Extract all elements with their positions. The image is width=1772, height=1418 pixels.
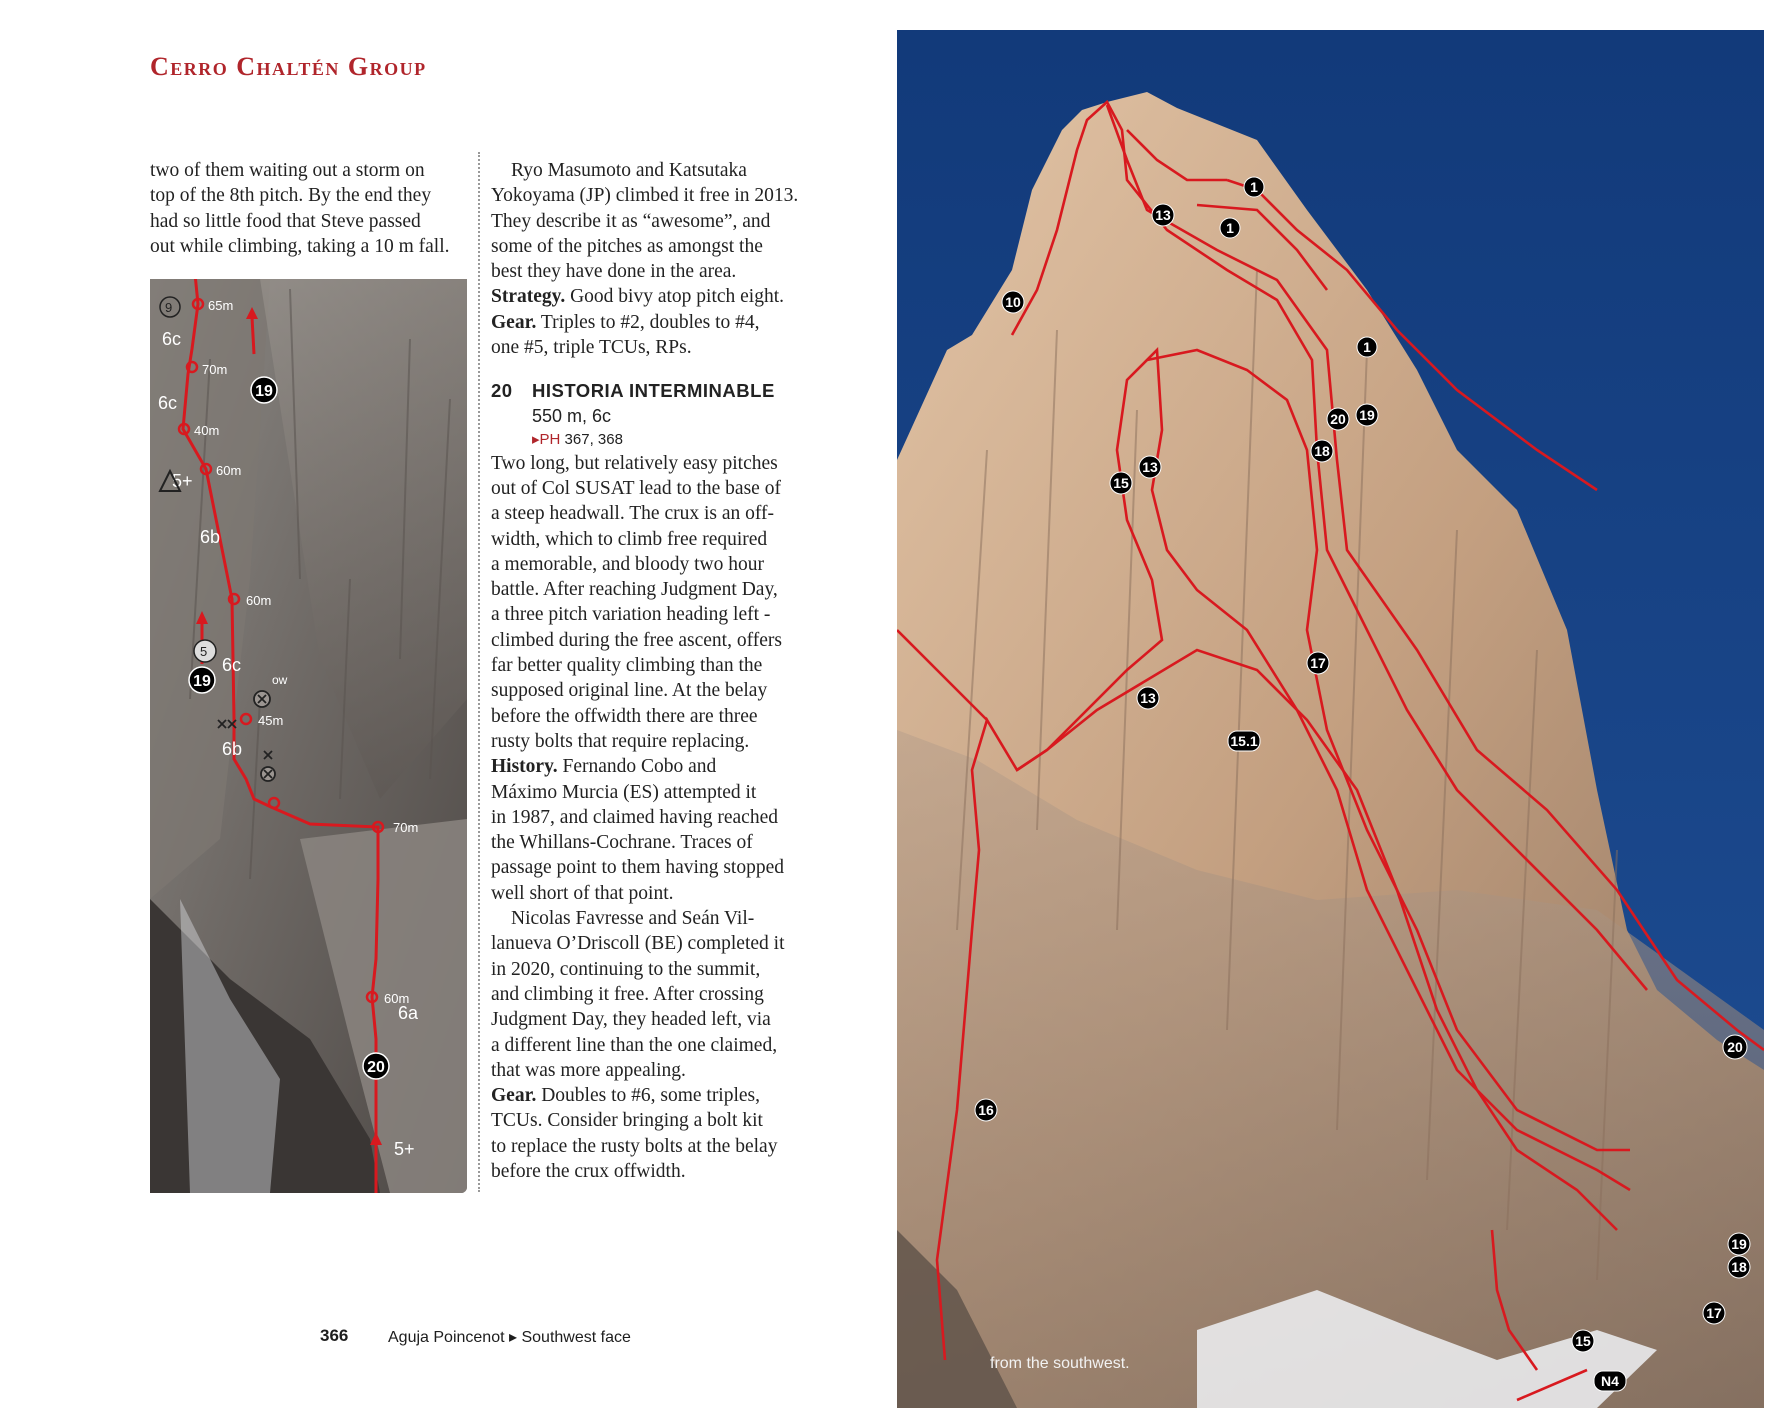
desc-line: a steep headwall. The crux is an off-: [491, 503, 775, 525]
pitch-length: 60m: [384, 991, 410, 1006]
column-divider: [478, 152, 480, 1192]
desc-line: width, which to climb free required: [491, 528, 768, 550]
grade-label: 6b: [200, 527, 221, 547]
photo-reference: [532, 429, 813, 451]
free-line: lanueva O’Driscoll (BE) completed it: [491, 933, 785, 955]
page-number: 366: [320, 1326, 349, 1345]
circled-number: 9: [165, 300, 173, 315]
free-line: and climbing it free. After crossing: [491, 983, 764, 1005]
gear-line: [491, 310, 813, 335]
route-label: 15.1: [1230, 733, 1258, 749]
route-label: 1: [1363, 339, 1371, 355]
gear-text: Doubles to #6, some triples,: [536, 1085, 761, 1107]
gear-line: one #5, triple TCUs, RPs.: [491, 337, 692, 359]
column1-text: [150, 158, 470, 259]
desc-line: a memorable, and bloody two hour: [491, 553, 764, 575]
pitch-length: 70m: [393, 820, 419, 835]
route-label: 18: [1731, 1259, 1747, 1275]
desc-line: battle. After reaching Judgment Day,: [491, 579, 778, 601]
ph-triangle-icon: ▸: [532, 430, 540, 448]
gear-label: Gear.: [491, 311, 537, 333]
gear-line: TCUs. Consider bringing a bolt kit: [491, 1110, 763, 1132]
topo-left-svg: [150, 279, 467, 1193]
route-label: 17: [1706, 1305, 1722, 1321]
pitch-length: 65m: [208, 298, 234, 313]
circled-number: 5: [200, 644, 208, 659]
column2-text: [491, 158, 813, 1184]
text-line: two of them waiting out a storm on: [150, 160, 425, 181]
route-badge: 20: [367, 1059, 385, 1076]
desc-line: before the offwidth there are three: [491, 705, 758, 727]
offwidth-label: ow: [272, 673, 288, 687]
desc-line: rusty bolts that require replacing.: [491, 730, 750, 752]
pitch-length: 40m: [194, 423, 220, 438]
grade-label: 6c: [162, 329, 182, 349]
history-line: Máximo Murcia (ES) attempted it: [491, 781, 757, 803]
intro-line: Yokoyama (JP) climbed it free in 2013.: [491, 185, 799, 207]
route-label: 1: [1226, 220, 1234, 236]
route-label: 15: [1113, 475, 1129, 491]
free-line: Judgment Day, they headed left, via: [491, 1009, 771, 1031]
section-header: Cerro Chaltén Group: [150, 52, 427, 81]
intro-line: some of the pitches as amongst the: [491, 235, 763, 257]
gear-line: before the crux offwidth.: [491, 1160, 686, 1182]
intro-line: Ryo Masumoto and Katsutaka: [511, 160, 747, 181]
route-label: 20: [1330, 411, 1346, 427]
history-line: the Whillans-Cochrane. Traces of: [491, 832, 753, 854]
desc-line: far better quality climbing than the: [491, 655, 763, 677]
route-heading: [491, 378, 813, 403]
grade-label: 6c: [222, 655, 242, 675]
text-line: out while climbing, taking a 10 m fall.: [150, 235, 450, 257]
breadcrumb-location: Aguja Poincenot: [388, 1329, 505, 1346]
desc-line: out of Col SUSAT lead to the base of: [491, 477, 781, 499]
route-label: N4: [1601, 1373, 1619, 1389]
route-label: 13: [1155, 207, 1171, 223]
route-name: HISTORIA INTERMINABLE: [532, 380, 775, 402]
route-label: 19: [1359, 407, 1375, 423]
route-label: 19: [1731, 1236, 1747, 1252]
free-line: a different line than the one claimed,: [491, 1034, 778, 1056]
route-label: 10: [1005, 294, 1021, 310]
route-label: 18: [1314, 443, 1330, 459]
text-line: had so little food that Steve passed: [150, 210, 421, 232]
grade-label: 5+: [172, 471, 193, 491]
pitch-length: 60m: [246, 593, 272, 608]
topo-photo-right: [897, 30, 1764, 1408]
gear-line: [491, 1083, 813, 1108]
history-line: well short of that point.: [491, 882, 674, 904]
desc-line: supposed original line. At the belay: [491, 680, 768, 702]
free-line: that was more appealing.: [491, 1059, 686, 1081]
route-length-grade: 550 m, 6c: [532, 405, 612, 426]
intro-line: They describe it as “awesome”, and: [491, 210, 771, 232]
strategy-text: Good bivy atop pitch eight.: [565, 286, 785, 308]
route-label: 1: [1250, 179, 1258, 195]
desc-line: a three pitch variation heading left -: [491, 604, 771, 626]
route-badge: 19: [255, 383, 273, 400]
photo-caption: from the southwest.: [990, 1355, 1130, 1372]
route-label: 20: [1727, 1039, 1743, 1055]
grade-label: 6b: [222, 739, 243, 759]
free-line: in 2020, continuing to the summit,: [491, 958, 761, 980]
history-line: in 1987, and claimed having reached: [491, 806, 778, 828]
route-arrow-19-top: [252, 317, 254, 354]
topo-photo-left: [150, 279, 467, 1193]
gear-label: Gear.: [491, 1085, 537, 1107]
route-label: 13: [1142, 459, 1158, 475]
ph-pages: 367, 368: [560, 430, 623, 448]
topo-right-svg: [897, 30, 1764, 1408]
route-badge: 19: [193, 673, 211, 690]
desc-line: climbed during the free ascent, offers: [491, 629, 782, 651]
route-label: 13: [1140, 690, 1156, 706]
text-line: top of the 8th pitch. By the end they: [150, 185, 432, 207]
footer-breadcrumb: [388, 1327, 631, 1347]
pitch-length: 60m: [216, 463, 242, 478]
grade-label: 6a: [398, 1003, 419, 1023]
grade-label: 6c: [158, 393, 178, 413]
history-line: [491, 754, 813, 779]
pitch-length: 70m: [202, 362, 228, 377]
gear-line: to replace the rusty bolts at the belay: [491, 1135, 778, 1157]
pitch-length: 45m: [258, 713, 284, 728]
breadcrumb-sublocation: Southwest face: [521, 1329, 631, 1346]
intro-line: best they have done in the area.: [491, 261, 737, 283]
grade-label: 5+: [394, 1139, 415, 1159]
route-number: 20: [491, 380, 513, 402]
route-label: 16: [978, 1102, 994, 1118]
route-label: 17: [1310, 655, 1326, 671]
free-line: Nicolas Favresse and Seán Vil-: [511, 908, 755, 930]
history-line: passage point to them having stopped: [491, 857, 784, 879]
ph-label: PH: [539, 430, 561, 448]
history-label: History.: [491, 756, 558, 778]
breadcrumb-triangle-icon: ▸: [508, 1329, 518, 1346]
strategy-label: Strategy.: [491, 286, 566, 308]
route-label: 15: [1575, 1333, 1591, 1349]
history-text: Fernando Cobo and: [557, 756, 717, 778]
strategy-line: [491, 284, 813, 309]
desc-line: Two long, but relatively easy pitches: [491, 452, 778, 474]
gear-text: Triples to #2, doubles to #4,: [536, 311, 760, 333]
